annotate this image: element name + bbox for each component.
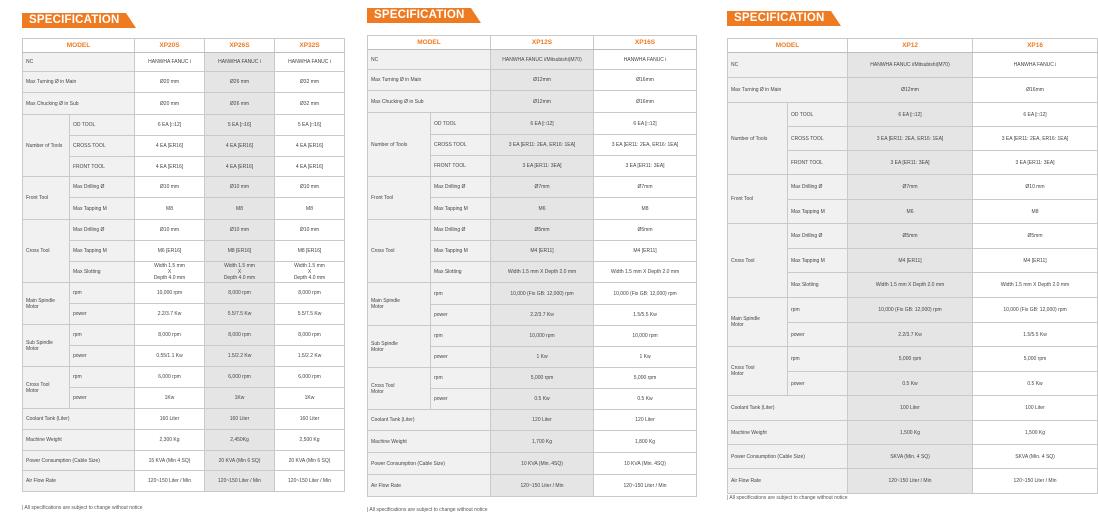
header-row: [23, 39, 345, 53]
spec-sub-label: rpm: [431, 368, 491, 389]
spec-label: Coolant Tank (Liter): [23, 409, 135, 430]
spec-value: 120~150 Liter / Min: [594, 475, 697, 497]
spec-value: 2.2/3.7 Kw: [848, 323, 973, 347]
spec-value: 3 EA [ER11: 2EA, ER16: 1EA]: [491, 135, 594, 156]
specification-banner: [22, 13, 136, 28]
spec-value: M8 [ER16]: [275, 241, 345, 262]
spec-sub-label: FRONT TOOL: [70, 157, 135, 177]
spec-row: [368, 431, 697, 453]
spec-value: 10,000 rpm: [491, 326, 594, 347]
spec-row: [368, 220, 697, 241]
spec-sub-label: FRONT TOOL: [788, 151, 848, 175]
spec-value: 120~150 Liter / Min: [135, 471, 205, 492]
spec-value: M6: [848, 200, 973, 224]
spec-value: 0.55/1.1 Kw: [135, 346, 205, 367]
spec-group-label: Cross Tool Motor: [368, 368, 431, 410]
spec-value: 15 KVA (Min 4 SQ): [135, 451, 205, 471]
spec-value: Ø10 mm: [205, 220, 275, 241]
spec-value: Ø20 mm: [135, 72, 205, 93]
spec-value: Ø16mm: [973, 78, 1098, 103]
spec-value: 3 EA [ER11: 3EA]: [491, 156, 594, 177]
specification-banner: [367, 8, 481, 23]
spec-value: M4 [ER11]: [491, 241, 594, 262]
spec-row: [23, 136, 345, 157]
model-header: MODEL: [728, 39, 848, 53]
spec-value: 5 EA [□16]: [275, 115, 345, 136]
spec-group-label: Main Spindle Motor: [23, 283, 70, 325]
spec-value: 4 EA [ER16]: [205, 157, 275, 177]
model-name-header: XP20S: [135, 39, 205, 53]
spec-row: [368, 177, 697, 198]
spec-value: M8: [973, 200, 1098, 224]
spec-row: [23, 325, 345, 346]
spec-value: 100 Liter: [973, 396, 1098, 421]
spec-value: 20 KVA (Min 6 SQ): [205, 451, 275, 471]
spec-value: Ø26 mm: [205, 93, 275, 115]
spec-row: [368, 368, 697, 389]
spec-row: [728, 78, 1098, 103]
spec-value: 160 Liter: [275, 409, 345, 430]
spec-row: [23, 241, 345, 262]
spec-value: 10,000 (Fix GB: 12,000) rpm: [848, 298, 973, 323]
spec-value: 2,300 Kg: [135, 430, 205, 451]
spec-value: 6 EA [□12]: [848, 103, 973, 127]
spec-sub-label: rpm: [431, 326, 491, 347]
spec-value: 120 Liter: [491, 410, 594, 431]
spec-row: [368, 410, 697, 431]
spec-group-label: Main Spindle Motor: [368, 283, 431, 326]
spec-label: Power Consumption (Cable Size): [728, 445, 848, 469]
spec-value: SKVA (Min. 4 SQ): [973, 445, 1098, 469]
spec-row: [23, 262, 345, 283]
spec-group-label: Main Spindle Motor: [728, 298, 788, 347]
spec-sub-label: power: [70, 346, 135, 367]
spec-row: [368, 326, 697, 347]
header-row: [368, 36, 697, 50]
spec-label: Power Consumption (Cable Size): [23, 451, 135, 471]
spec-value: 120~150 Liter / Min: [848, 469, 973, 494]
spec-value: 5,000 rpm: [491, 368, 594, 389]
spec-table: [367, 35, 697, 497]
spec-group-label: Cross Tool: [368, 220, 431, 283]
spec-sub-label: Max Tapping M: [431, 241, 491, 262]
spec-row: [728, 224, 1098, 249]
spec-value: 8,000 rpm: [205, 325, 275, 346]
model-name-header: XP16S: [594, 36, 697, 50]
spec-label: Air Flow Rate: [728, 469, 848, 494]
spec-label: Max Turning Ø in Main: [23, 72, 135, 93]
spec-value: 2.2/3.7 Kw: [135, 304, 205, 325]
spec-value: 120~150 Liter / Min: [491, 475, 594, 497]
spec-row: [728, 175, 1098, 200]
spec-label: Coolant Tank (Liter): [728, 396, 848, 421]
spec-value: M8: [205, 198, 275, 220]
spec-sub-label: rpm: [70, 367, 135, 388]
spec-group-label: Front Tool: [728, 175, 788, 224]
spec-sub-label: power: [70, 304, 135, 325]
spec-label: NC: [728, 53, 848, 78]
spec-sub-label: rpm: [788, 347, 848, 372]
spec-value: Ø7mm: [491, 177, 594, 198]
spec-row: [23, 283, 345, 304]
spec-sub-label: FRONT TOOL: [431, 156, 491, 177]
spec-value: HANWHA FANUC i: [973, 53, 1098, 78]
spec-label: Max Turning Ø in Main: [728, 78, 848, 103]
spec-label: Air Flow Rate: [23, 471, 135, 492]
spec-label: Coolant Tank (Liter): [368, 410, 491, 431]
spec-row: [368, 113, 697, 135]
spec-value: Ø16mm: [594, 91, 697, 113]
spec-sub-label: power: [70, 388, 135, 409]
model-header: MODEL: [368, 36, 491, 50]
spec-row: [728, 469, 1098, 494]
spec-value: 5,000 rpm: [848, 347, 973, 372]
spec-value: 3 EA [ER11: 3EA]: [594, 156, 697, 177]
spec-row: [23, 430, 345, 451]
spec-label: Power Consumption (Cable Size): [368, 453, 491, 475]
spec-value: 6,000 rpm: [275, 367, 345, 388]
spec-group-label: Front Tool: [368, 177, 431, 220]
spec-value: Ø10 mm: [135, 177, 205, 198]
spec-value: 8,000 rpm: [205, 283, 275, 304]
spec-sub-label: Max Tapping M: [431, 198, 491, 220]
spec-sub-label: rpm: [431, 283, 491, 305]
spec-value: 8,000 rpm: [135, 325, 205, 346]
spec-group-label: Cross Tool: [23, 220, 70, 283]
spec-value: Ø10 mm: [275, 177, 345, 198]
spec-row: [23, 367, 345, 388]
spec-row: [728, 421, 1098, 445]
spec-sub-label: Max Drilling Ø: [431, 220, 491, 241]
spec-value: 1Kw: [275, 388, 345, 409]
spec-row: [728, 445, 1098, 469]
spec-value: Width 1.5 mm X Depth 2.0 mm: [973, 273, 1098, 298]
spec-value: 4 EA [ER16]: [275, 136, 345, 157]
spec-value: 10,000 (Fix GB: 12,000) rpm: [973, 298, 1098, 323]
spec-value: Width 1.5 mm X Depth 2.0 mm: [848, 273, 973, 298]
spec-value: Ø12mm: [491, 70, 594, 91]
spec-value: Ø7mm: [594, 177, 697, 198]
spec-row: [23, 304, 345, 325]
spec-label: Max Chucking Ø in Sub: [368, 91, 491, 113]
spec-value: Ø12mm: [491, 91, 594, 113]
model-name-header: XP12S: [491, 36, 594, 50]
spec-row: [368, 91, 697, 113]
spec-row: [23, 451, 345, 471]
model-name-header: XP32S: [275, 39, 345, 53]
spec-value: 5.5/7.5 Kw: [205, 304, 275, 325]
spec-value: 2,450Kg: [205, 430, 275, 451]
spec-value: Ø5mm: [594, 220, 697, 241]
spec-row: [728, 396, 1098, 421]
spec-value: 0.5 Kw: [848, 372, 973, 396]
spec-label: NC: [368, 50, 491, 70]
spec-sub-label: rpm: [70, 325, 135, 346]
spec-value: 10,000 rpm: [594, 326, 697, 347]
spec-sub-label: Max Slotting: [70, 262, 135, 283]
spec-value: HANWHA FANUC i/Mitsubishi(M70): [491, 50, 594, 70]
spec-value: 120~150 Liter / Min: [973, 469, 1098, 494]
spec-value: 0.5 Kw: [594, 389, 697, 410]
spec-row: [728, 53, 1098, 78]
spec-value: Ø7mm: [848, 175, 973, 200]
spec-value: 6 EA [□12]: [973, 103, 1098, 127]
spec-row: [23, 388, 345, 409]
spec-value: Ø10 mm: [135, 220, 205, 241]
footnote: | All specifications are subject to change without notice: [367, 507, 488, 513]
spec-value: 1Kw: [135, 388, 205, 409]
spec-value: M6: [491, 198, 594, 220]
spec-group-label: Cross Tool: [728, 224, 788, 298]
spec-value: 20 KVA (Min 6 SQ): [275, 451, 345, 471]
spec-sub-label: Max Drilling Ø: [788, 175, 848, 200]
spec-value: 160 Liter: [135, 409, 205, 430]
spec-row: [23, 72, 345, 93]
spec-value: 1.5/5.5 Kw: [973, 323, 1098, 347]
spec-value: 120~150 Liter / Min: [205, 471, 275, 492]
spec-group-label: Front Tool: [23, 177, 70, 220]
spec-row: [23, 115, 345, 136]
spec-table: [727, 38, 1098, 494]
spec-sub-label: CROSS TOOL: [70, 136, 135, 157]
spec-value: Ø10 mm: [275, 220, 345, 241]
spec-value: 8,000 rpm: [275, 325, 345, 346]
spec-value: M4 [ER11]: [594, 241, 697, 262]
spec-row: [23, 53, 345, 72]
banner-title: SPECIFICATION: [374, 9, 465, 21]
spec-value: 4 EA [ER16]: [275, 157, 345, 177]
spec-group-label: Sub Spindle Motor: [368, 326, 431, 368]
spec-value: HANWHA FANUC i/Mitsubishi(M70): [848, 53, 973, 78]
spec-row: [23, 198, 345, 220]
spec-value: 6 EA [□12]: [135, 115, 205, 136]
spec-value: Ø26 mm: [205, 72, 275, 93]
spec-row: [23, 346, 345, 367]
spec-value: 1Kw: [205, 388, 275, 409]
spec-value: M8: [135, 198, 205, 220]
spec-sub-label: power: [431, 347, 491, 368]
spec-value: Width 1.5 mm X Depth 2.0 mm: [491, 262, 594, 283]
spec-sub-label: Max Slotting: [431, 262, 491, 283]
spec-value: 10 KVA (Min. 4SQ): [491, 453, 594, 475]
spec-value: 3 EA [ER11: 2EA, ER16: 1EA]: [848, 127, 973, 151]
spec-row: [23, 220, 345, 241]
spec-value: Ø32 mm: [275, 72, 345, 93]
spec-row: [368, 475, 697, 497]
footnote: | All specifications are subject to change without notice: [727, 495, 848, 501]
spec-sub-label: Max Tapping M: [70, 198, 135, 220]
spec-value: Ø12mm: [848, 78, 973, 103]
spec-value: Width 1.5 mm X Depth 2.0 mm: [594, 262, 697, 283]
spec-value: 10,000 rpm: [135, 283, 205, 304]
spec-row: [728, 298, 1098, 323]
spec-value: Width 1.5 mm X Depth 4.0 mm: [135, 262, 205, 283]
spec-value: M8 [ER16]: [205, 241, 275, 262]
model-header: MODEL: [23, 39, 135, 53]
spec-label: Machine Weight: [368, 431, 491, 453]
spec-value: M6 [ER16]: [135, 241, 205, 262]
spec-value: Width 1.5 mm X Depth 4.0 mm: [275, 262, 345, 283]
spec-value: Ø5mm: [848, 224, 973, 249]
spec-sub-label: Max Slotting: [788, 273, 848, 298]
spec-value: 3 EA [ER11: 3EA]: [848, 151, 973, 175]
spec-value: 1,500 Kg: [973, 421, 1098, 445]
spec-value: 1,700 Kg: [491, 431, 594, 453]
spec-value: HANWHA FANUC i: [275, 53, 345, 72]
spec-sub-label: power: [788, 323, 848, 347]
spec-value: Width 1.5 mm X Depth 4.0 mm: [205, 262, 275, 283]
spec-sub-label: Max Drilling Ø: [788, 224, 848, 249]
spec-label: Air Flow Rate: [368, 475, 491, 497]
spec-row: [368, 453, 697, 475]
spec-value: 5,000 rpm: [594, 368, 697, 389]
spec-value: M8: [275, 198, 345, 220]
spec-group-label: Sub Spindle Motor: [23, 325, 70, 367]
spec-value: 1.5/2.2 Kw: [205, 346, 275, 367]
spec-row: [728, 103, 1098, 127]
header-row: [728, 39, 1098, 53]
spec-label: Max Chucking Ø in Sub: [23, 93, 135, 115]
spec-value: Ø5mm: [973, 224, 1098, 249]
specification-banner: [727, 11, 841, 26]
spec-sub-label: CROSS TOOL: [788, 127, 848, 151]
spec-value: HANWHA FANUC i: [594, 50, 697, 70]
spec-value: 100 Liter: [848, 396, 973, 421]
model-name-header: XP26S: [205, 39, 275, 53]
spec-sub-label: rpm: [70, 283, 135, 304]
spec-sub-label: Max Drilling Ø: [70, 177, 135, 198]
spec-value: 1.5/5.5 Kw: [594, 305, 697, 326]
spec-value: 120~150 Liter / Min: [275, 471, 345, 492]
spec-value: 6 EA [□12]: [491, 113, 594, 135]
spec-value: 1 Kw: [594, 347, 697, 368]
spec-group-label: Cross Tool Motor: [23, 367, 70, 409]
spec-value: 6,000 rpm: [135, 367, 205, 388]
spec-value: 1 Kw: [491, 347, 594, 368]
spec-row: [23, 471, 345, 492]
spec-row: [728, 347, 1098, 372]
banner-title: SPECIFICATION: [29, 14, 120, 26]
spec-label: NC: [23, 53, 135, 72]
spec-value: 10,000 (Fix GB: 12,000) rpm: [491, 283, 594, 305]
spec-row: [23, 93, 345, 115]
spec-value: SKVA (Min. 4 SQ): [848, 445, 973, 469]
spec-group-label: Cross Tool Motor: [728, 347, 788, 396]
spec-sub-label: Max Tapping M: [788, 200, 848, 224]
spec-value: 3 EA [ER11: 3EA]: [973, 151, 1098, 175]
spec-value: 5,000 rpm: [973, 347, 1098, 372]
spec-value: 5.5/7.5 Kw: [275, 304, 345, 325]
spec-sub-label: OD TOOL: [431, 113, 491, 135]
spec-value: HANWHA FANUC i: [135, 53, 205, 72]
spec-group-label: Number of Tools: [23, 115, 70, 177]
spec-sub-label: OD TOOL: [70, 115, 135, 136]
spec-value: M4 [ER11]: [848, 249, 973, 273]
spec-value: 2,500 Kg: [275, 430, 345, 451]
spec-value: Ø20 mm: [135, 93, 205, 115]
spec-group-label: Number of Tools: [728, 103, 788, 175]
spec-value: 10,000 (Fix GB: 12,000) rpm: [594, 283, 697, 305]
spec-sub-label: power: [431, 305, 491, 326]
spec-row: [368, 70, 697, 91]
spec-value: 3 EA [ER11: 2EA, ER16: 1EA]: [594, 135, 697, 156]
spec-value: 4 EA [ER16]: [205, 136, 275, 157]
spec-row: [368, 283, 697, 305]
spec-value: Ø10 mm: [205, 177, 275, 198]
spec-group-label: Number of Tools: [368, 113, 431, 177]
spec-sub-label: rpm: [788, 298, 848, 323]
spec-sub-label: power: [431, 389, 491, 410]
spec-value: Ø16mm: [594, 70, 697, 91]
banner-title: SPECIFICATION: [734, 12, 825, 24]
spec-value: Ø32 mm: [275, 93, 345, 115]
spec-value: 1.5/2.2 Kw: [275, 346, 345, 367]
spec-value: 10 KVA (Min. 4SQ): [594, 453, 697, 475]
spec-row: [23, 157, 345, 177]
spec-table: [22, 38, 345, 492]
spec-label: Max Turning Ø in Main: [368, 70, 491, 91]
spec-value: Ø5mm: [491, 220, 594, 241]
spec-sub-label: Max Drilling Ø: [431, 177, 491, 198]
spec-sub-label: Max Tapping M: [70, 241, 135, 262]
spec-value: M4 [ER11]: [973, 249, 1098, 273]
model-name-header: XP16: [973, 39, 1098, 53]
spec-label: Machine Weight: [728, 421, 848, 445]
spec-sub-label: CROSS TOOL: [431, 135, 491, 156]
spec-value: HANWHA FANUC i: [205, 53, 275, 72]
spec-sub-label: Max Tapping M: [788, 249, 848, 273]
spec-sub-label: OD TOOL: [788, 103, 848, 127]
model-name-header: XP12: [848, 39, 973, 53]
spec-sub-label: Max Drilling Ø: [70, 220, 135, 241]
spec-value: Ø10 mm: [973, 175, 1098, 200]
spec-value: 4 EA [ER16]: [135, 136, 205, 157]
spec-value: 0.5 Kw: [973, 372, 1098, 396]
spec-row: [23, 177, 345, 198]
spec-value: 5 EA [□16]: [205, 115, 275, 136]
spec-value: 0.5 Kw: [491, 389, 594, 410]
spec-value: M8: [594, 198, 697, 220]
spec-value: 160 Liter: [205, 409, 275, 430]
spec-value: 2.2/3.7 Kw: [491, 305, 594, 326]
spec-value: 6 EA [□12]: [594, 113, 697, 135]
spec-value: 8,000 rpm: [275, 283, 345, 304]
spec-row: [23, 409, 345, 430]
spec-value: 4 EA [ER16]: [135, 157, 205, 177]
spec-sub-label: power: [788, 372, 848, 396]
spec-label: Machine Weight: [23, 430, 135, 451]
spec-row: [368, 50, 697, 70]
spec-value: 1,800 Kg: [594, 431, 697, 453]
spec-value: 1,500 Kg: [848, 421, 973, 445]
spec-value: 120 Liter: [594, 410, 697, 431]
spec-value: 3 EA [ER11: 2EA, ER16: 1EA]: [973, 127, 1098, 151]
spec-value: 6,000 rpm: [205, 367, 275, 388]
footnote: | All specifications are subject to change without notice: [22, 505, 143, 511]
